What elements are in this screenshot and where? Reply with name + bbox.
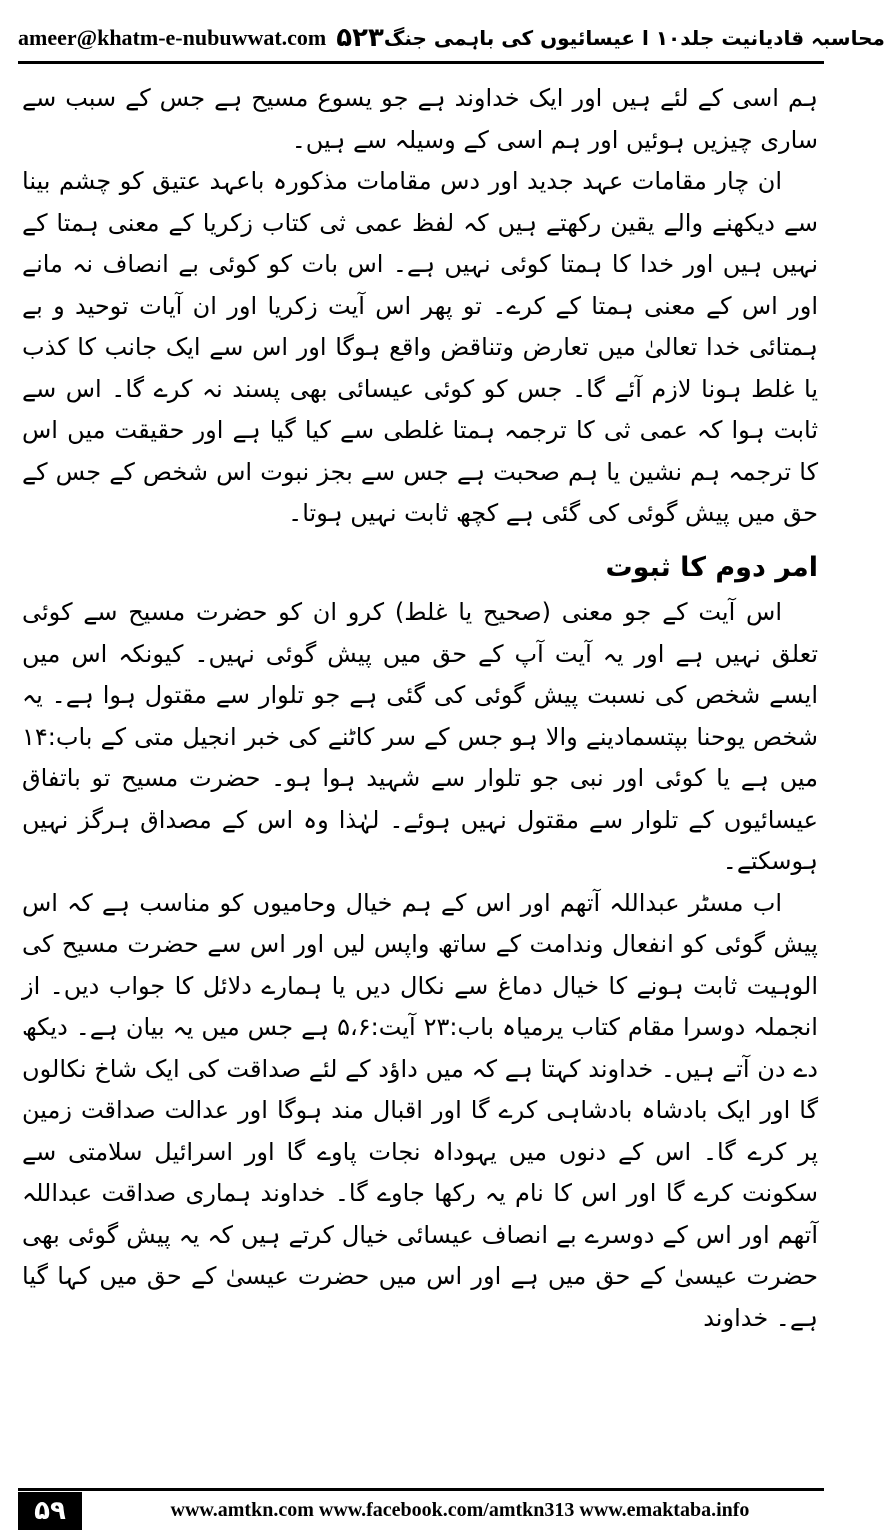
header-left-group [18, 23, 384, 53]
page-header [18, 14, 885, 64]
header-page-number: ۵۲۳ [336, 22, 384, 53]
paragraph-4: اب مسٹر عبداللہ آتھم اور اس کے ہم خیال وحامیوں کو مناسب ہے کہ اس پیش گوئی کو انفعال وندامت کے ساتھ واپس لیں اور اس سے حضرت مسیح کی الوہیت ثابت ہونے کا خیال دماغ سے نکال دیں یا ہمارے دلائل کا جواب دیں۔ از انجملہ دوسرا مقام کتاب یرمیاہ باب:۲۳ آیت:۵،۶ ہے جس میں یہ بیان ہے۔ دیکھ دے دن آتے ہیں۔ خداوند کہتا ہے کہ میں داؤد کے لئے صداقت کی ایک شاخ نکالوں گا اور ایک بادشاہ بادشاہی کرے گا اور اقبال مند ہوگا اور عدالت صداقت زمین پر کرے گا۔ اس کے دنوں میں یہوداہ نجات پاوے گا اور اسرائیل سلامتی سے سکونت کرے گا اور اس کا نام یہ رکھا جاوے گا۔ خداوند ہماری صداقت عبداللہ آتھم اور اس کے دوسرے بے انصاف عیسائی خیال کرتے ہیں کہ یہ پیش گوئی بھی حضرت عیسیٰ کے حق میں ہے اور اس میں حضرت عیسیٰ کے حق میں کہا گیا ہے۔ خداوند [22, 888, 818, 1332]
paragraph-1: ہم اسی کے لئے ہیں اور ایک خداوند ہے جو یسوع مسیح ہے جس کے سبب سے ساری چیزیں ہوئیں اور ہم اسی کے وسیلہ سے ہیں۔ [22, 84, 818, 154]
header-book-title: محاسبہ قادیانیت جلد۱۰ ا عیسائیوں کی باہمی جنگ [383, 25, 885, 50]
paragraph-3: اس آیت کے جو معنی (صحیح یا غلط) کرو ان کو حضرت مسیح سے کوئی تعلق نہیں ہے اور یہ آیت آپ کے حق میں پیش گوئی نہیں۔ کیونکہ اس میں ایسے شخص کی نسبت پیش گوئی کی گئی ہے جو تلوار سے مقتول ہوا ہے۔ یہ شخص یوحنا بپتسمادینے والا ہو جس کے سر کاٹنے کی خبر انجیل متی کے باب:۱۴ میں ہے یا کوئی اور نبی جو تلوار سے شہید ہوا ہو۔ حضرت مسیح تو باتفاق عیسائیوں کے تلوار سے مقتول نہیں ہوئے۔ لہٰذا وہ اس کے مصداق ہرگز نہیں ہوسکتے۔ [22, 598, 819, 875]
footer-page-number: ۵۹ [18, 1492, 82, 1530]
header-email: ameer@khatm-e-nubuwwat.com [18, 24, 327, 50]
section-heading: امر دوم کا ثبوت [605, 551, 818, 583]
page-body [22, 78, 818, 1339]
footer-website-links: www.amtkn.com www.facebook.com/amtkn313 www.emaktaba.info [170, 1499, 750, 1521]
paragraph-2: ان چار مقامات عہد جدید اور دس مقامات مذکورہ باعہد عتیق کو چشم بینا سے دیکھنے والے یقین رکھتے ہیں کہ لفظ عمی ثی کتاب زکریا کے معنی ہمتا کے نہیں ہیں اور خدا کا ہمتا کوئی نہیں ہے۔ اس بات کو کوئی بے انصاف نہ مانے اور اس کے معنی ہمتا کے کرے۔ تو پھر اس آیت زکریا اور ان آیات توحید و بے ہمتائی خدا تعالیٰ میں تعارض وتناقض واقع ہوگا اور اس سے ایک جانب کا کذب یا غلط ہونا لازم آئے گا۔ جس کو کوئی عیسائی بھی پسند نہ کرے گا۔ اس سے ثابت ہوا کہ عمی ثی کا ترجمہ ہمتا غلطی سے کیا گیا ہے اور حقیقت میں اس کا ترجمہ ہم نشین یا ہم صحبت ہے جس سے بجز نبوت اس شخص کے جس کے حق میں پیش گوئی کی گئی ہے کچھ ثابت نہیں ہوتا۔ [22, 167, 819, 527]
page-footer [18, 1488, 824, 1530]
